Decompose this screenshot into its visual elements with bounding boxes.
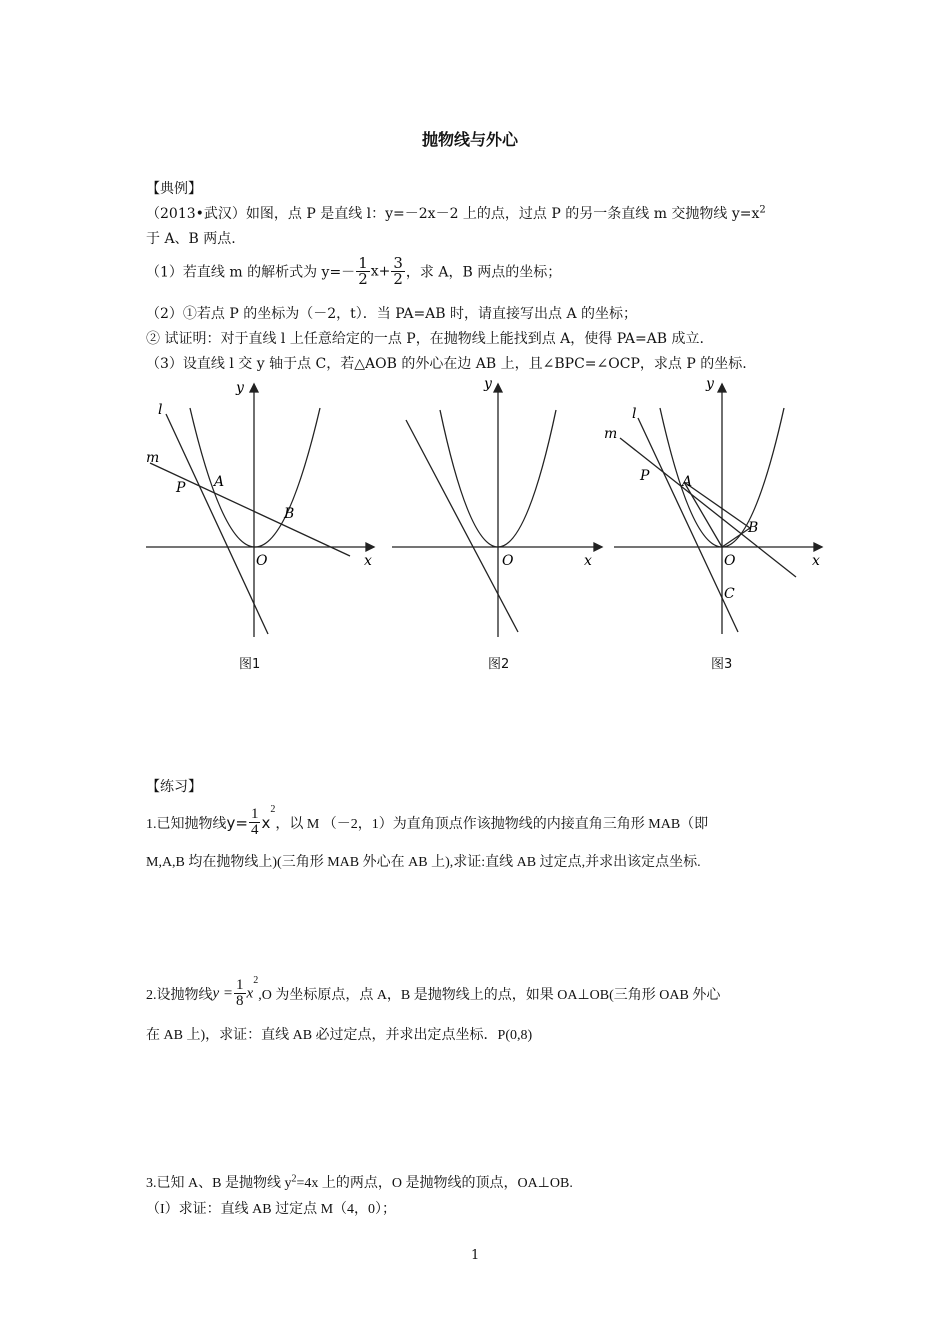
p1-rest: ，以 M （－2，1）为直角顶点作该抛物线的内接直角三角形 MAB（即 xyxy=(275,816,709,832)
fig3-label-A: A xyxy=(682,474,693,490)
p2-prefix: 2.设抛物线 xyxy=(146,987,213,1003)
example-intro-line2: 于 A、B 两点. xyxy=(146,231,236,247)
fig1-label-l: l xyxy=(158,402,163,418)
practice-3 xyxy=(146,1172,573,1192)
fig3-label-P: P xyxy=(640,468,650,484)
p2-rest: ,O 为坐标原点，点 A，B 是抛物线上的点，如果 OA⊥OB(三角形 OAB 外心 xyxy=(258,987,721,1003)
example-intro-sup: 2 xyxy=(759,204,766,216)
fig3-label-x: x xyxy=(812,553,820,569)
p1-sup: 2 xyxy=(270,804,276,815)
fig1-label-P: P xyxy=(176,480,186,496)
q1-suffix: ，求 A，B 两点的坐标； xyxy=(405,264,562,281)
p1-y: y= xyxy=(226,813,248,832)
figure-1-caption: 图1 xyxy=(239,657,261,672)
question-2-part-1: （2）①若点 P 的坐标为（－2，t）．当 PA=AB 时，请直接写出点 A 的坐标； xyxy=(146,306,638,322)
q1-frac1-num: 1 xyxy=(358,254,368,272)
fig3-label-l: l xyxy=(632,406,637,422)
fig1-label-O: O xyxy=(256,553,268,569)
p2-x: x xyxy=(246,985,254,1002)
p2-fraction xyxy=(234,978,246,1009)
q1-frac2-num: 3 xyxy=(393,254,403,272)
question-2-part-2: ② 试证明：对于直线 l 上任意给定的一点 P，在抛物线上能找到点 A，使得 PA=AB 成立. xyxy=(146,331,704,347)
fig3-label-C: C xyxy=(724,586,735,602)
practice-3-sub-1: （I）求证：直线 AB 过定点 M（4，0）； xyxy=(146,1202,397,1217)
practice-1-line2: M,A,B 均在抛物线上)(三角形 MAB 外心在 AB 上),求证:直线 AB 过定点,并求出该定点坐标. xyxy=(146,855,701,870)
fig2-label-x: x xyxy=(584,553,592,569)
fig3-label-O: O xyxy=(724,553,736,569)
fig1-label-x: x xyxy=(364,553,372,569)
q1-frac2-den: 2 xyxy=(393,270,403,288)
q1-prefix: （1）若直线 m 的解析式为 y=－ xyxy=(146,264,356,281)
fig1-label-B: B xyxy=(284,506,295,522)
page-number: 1 xyxy=(471,1248,480,1263)
figure-3-caption: 图3 xyxy=(711,657,733,672)
p2-sup: 2 xyxy=(253,975,259,986)
example-intro-text: （2013•武汉）如图，点 P 是直线 l：y=－2x－2 上的点，过点 P 的另一条直线 m 交抛物线 y=x xyxy=(146,206,760,222)
fig1-label-y: y xyxy=(236,380,244,396)
q1-fraction-1 xyxy=(356,256,370,287)
q1-mid: x+ xyxy=(370,263,391,280)
fig2-label-y: y xyxy=(484,376,492,392)
practice-2-line2: 在 AB 上)，求证：直线 AB 必过定点，并求出定点坐标．P(0,8) xyxy=(146,1028,533,1043)
question-1 xyxy=(146,256,561,287)
figure-3 xyxy=(614,384,822,634)
p1-x: x xyxy=(261,813,271,832)
p3-sup: 2 xyxy=(291,1173,297,1185)
figure-1 xyxy=(146,384,374,637)
p1-frac-den: 4 xyxy=(250,822,259,839)
page-title: 抛物线与外心 xyxy=(422,130,519,149)
p3-rest: =4x 上的两点，O 是抛物线的顶点，OA⊥OB. xyxy=(296,1176,573,1191)
figure-2 xyxy=(392,384,602,637)
question-3: （3）设直线 l 交 y 轴于点 C，若△AOB 的外心在边 AB 上，且∠BPC=∠OCP，求点 P 的坐标. xyxy=(146,356,747,372)
example-intro xyxy=(146,203,766,223)
p1-fraction xyxy=(249,807,261,838)
p1-prefix: 1.已知抛物线 xyxy=(146,816,227,832)
practice-1 xyxy=(146,804,708,838)
fig3-label-B: B xyxy=(748,520,759,536)
practice-2 xyxy=(146,975,720,1009)
fig1-label-m: m xyxy=(146,450,160,466)
p2-frac-den: 8 xyxy=(236,993,244,1010)
p2-frac-num: 1 xyxy=(236,977,244,994)
practice-header: 【练习】 xyxy=(146,779,202,795)
p1-frac-num: 1 xyxy=(250,806,259,823)
fig3-label-m: m xyxy=(604,426,618,442)
q1-fraction-2 xyxy=(391,256,405,287)
q1-frac1-den: 2 xyxy=(358,270,368,288)
p3-prefix: 3.已知 A、B 是抛物线 y xyxy=(146,1176,292,1191)
figures xyxy=(140,372,840,672)
p2-y: y = xyxy=(212,985,234,1002)
example-header: 【典例】 xyxy=(146,181,202,197)
fig1-label-A: A xyxy=(214,474,225,490)
figure-2-caption: 图2 xyxy=(488,657,510,672)
fig3-label-y: y xyxy=(706,376,714,392)
fig2-label-O: O xyxy=(502,553,514,569)
